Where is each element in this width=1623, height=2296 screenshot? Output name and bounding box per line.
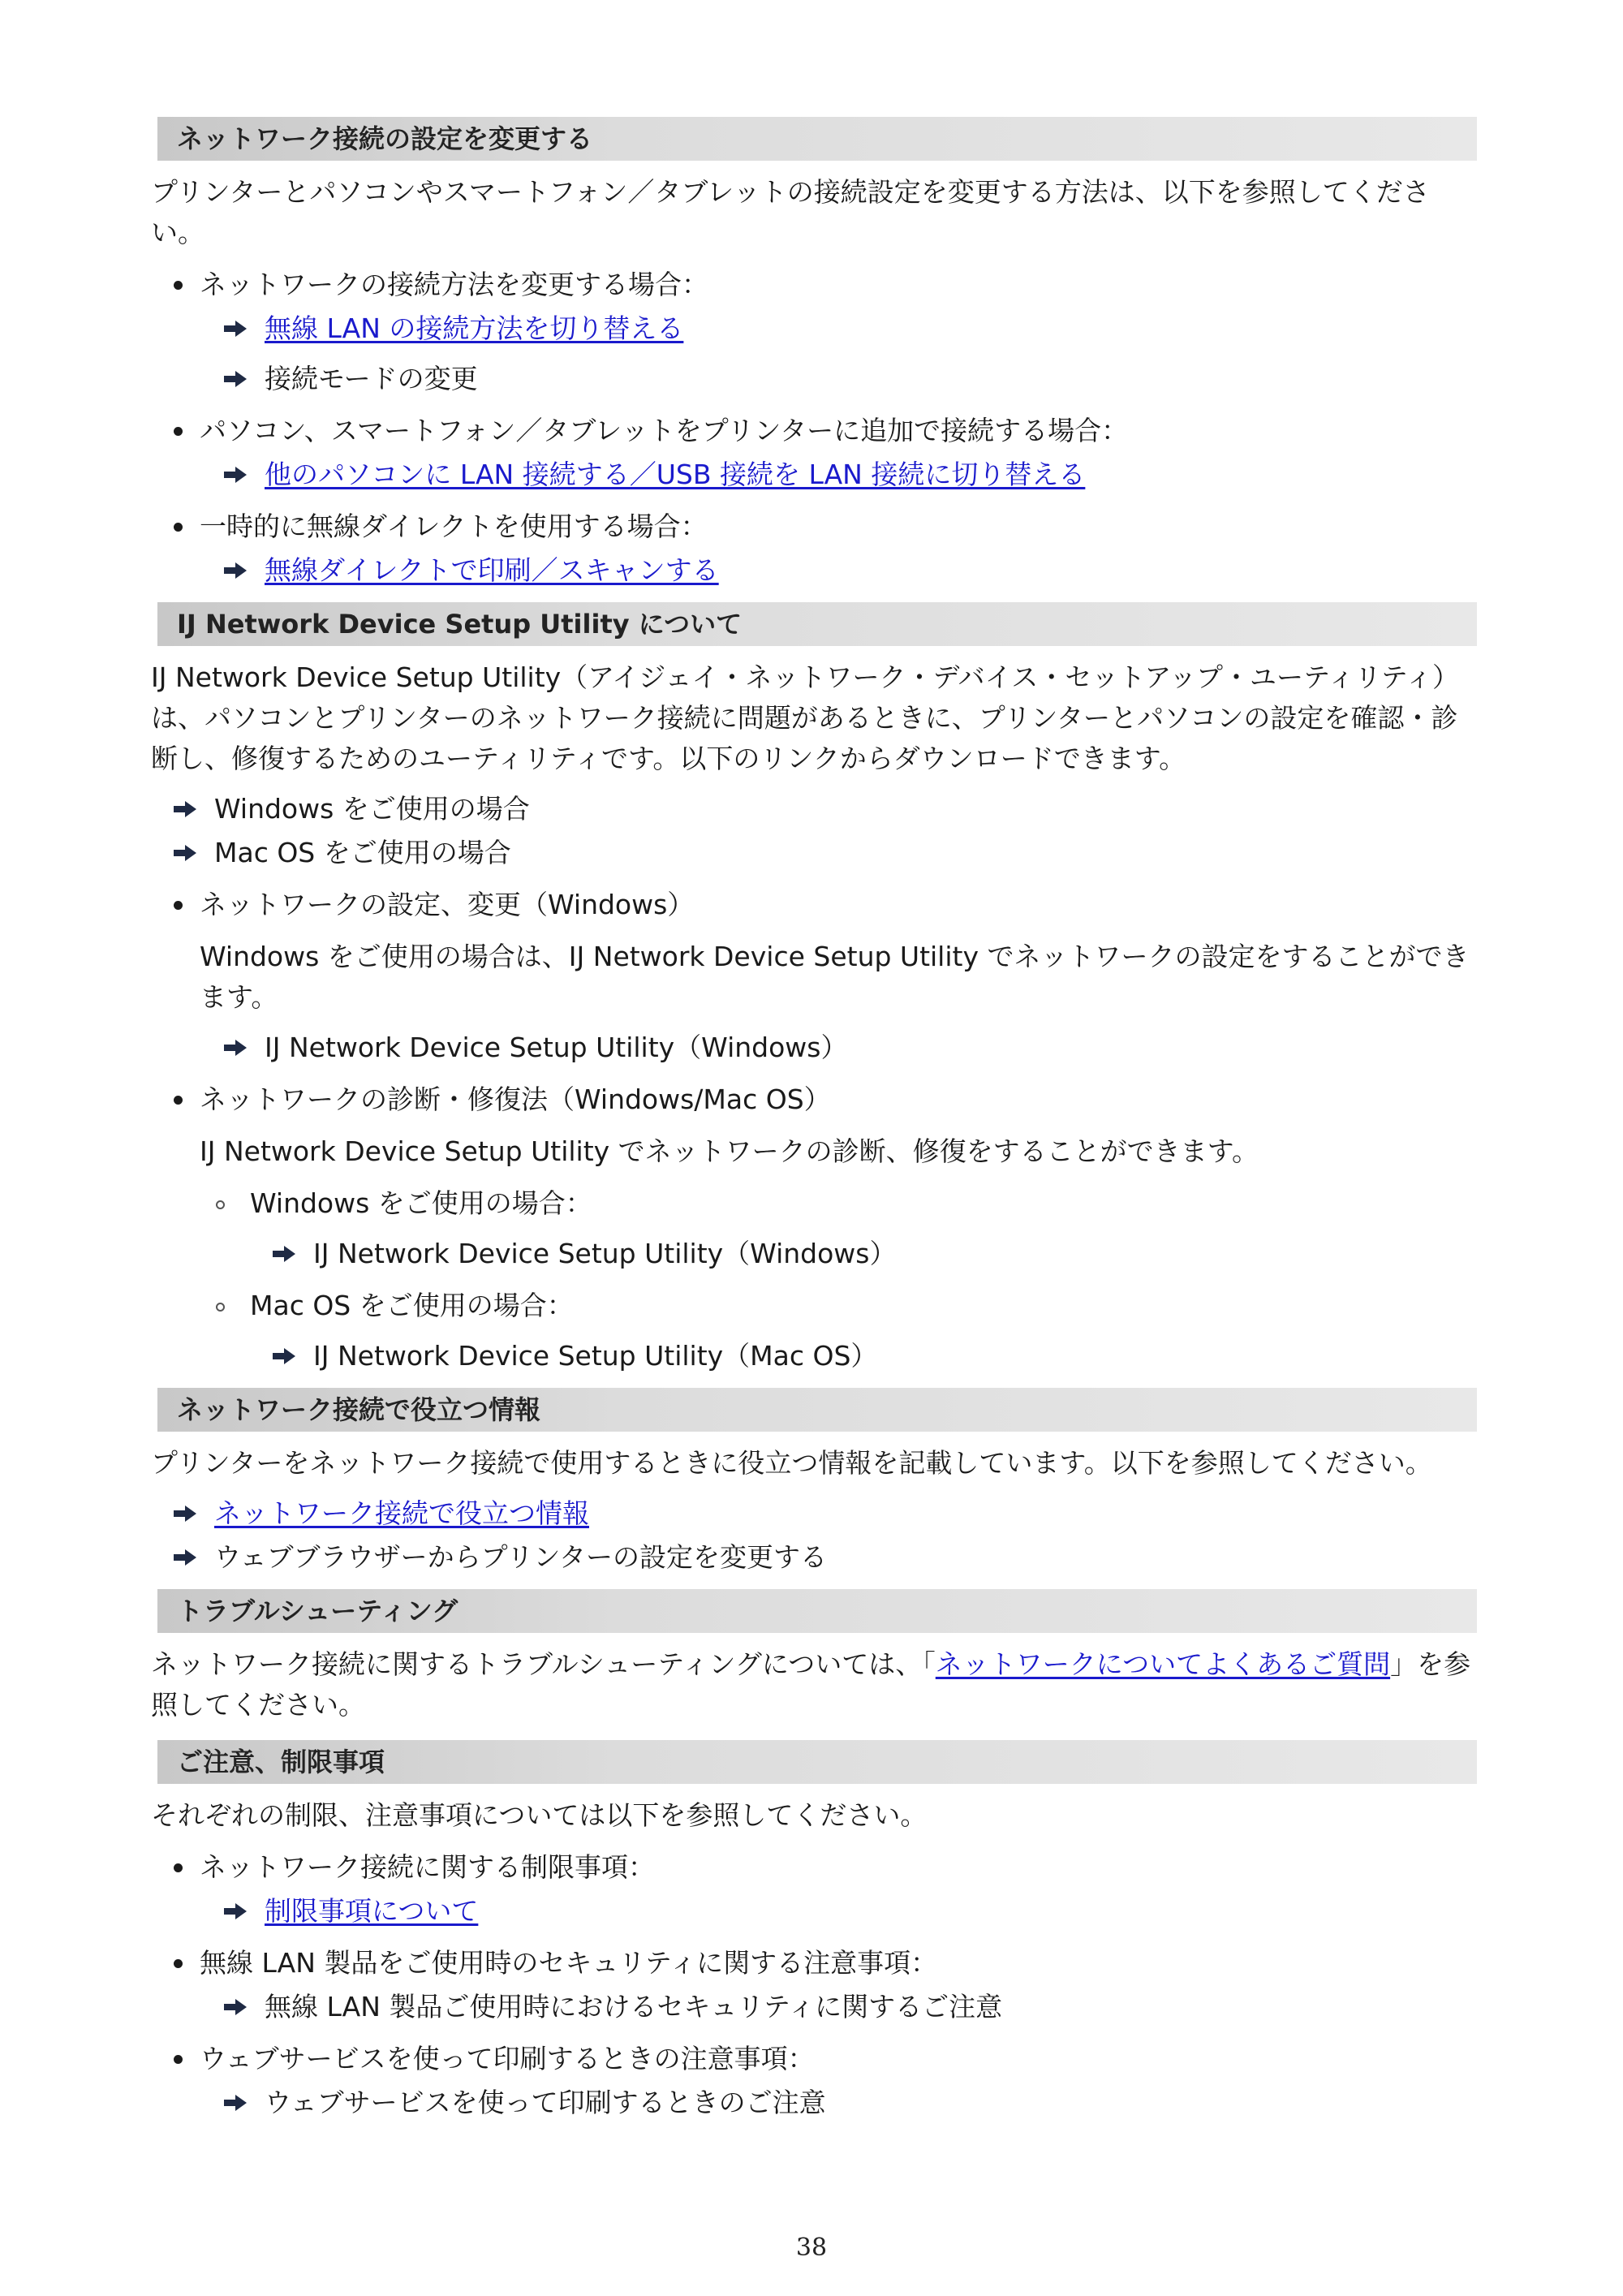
arrow-item — [151, 789, 1477, 829]
text-ij-windows: IJ Network Device Setup Utility（Windows） — [265, 1032, 848, 1063]
section-header-troubleshooting: トラブルシューティング — [157, 1589, 1477, 1633]
arrow-item — [151, 1336, 1477, 1376]
link-switch-wireless-lan[interactable]: 無線 LAN の接続方法を切り替える — [265, 312, 684, 344]
arrow-item[interactable] — [151, 1891, 1477, 1932]
bullet-network-diagnose: ネットワークの診断・修復法（Windows/Mac OS） — [151, 1079, 1477, 1120]
right-arrow-icon — [224, 1997, 247, 2017]
text-connection-mode-change: 接続モードの変更 — [265, 363, 478, 394]
page-number: 38 — [795, 2234, 828, 2262]
text-wireless-security-notice: 無線 LAN 製品ご使用時におけるセキュリティに関するご注意 — [265, 1991, 1003, 2022]
arrow-item — [151, 359, 1477, 399]
right-arrow-icon — [174, 1548, 196, 1567]
notes-intro: それぞれの制限、注意事項については以下を参照してください。 — [151, 1799, 928, 1831]
arrow-item — [151, 1537, 1477, 1578]
bullet-wireless-direct: 一時的に無線ダイレクトを使用する場合： — [151, 506, 1477, 547]
ij-intro: IJ Network Device Setup Utility（アイジェイ・ネットワーク・デバイス・セットアップ・ユーティリティ）は、パソコンとプリンターのネットワーク接続に問題があるときに、プリンターとパソコンの設定を確認・診断し、修復するためのユーティリティです。以下のリンクからダウンロードできます。 — [151, 661, 1460, 774]
arrow-item — [151, 1027, 1477, 1068]
arrow-item[interactable] — [151, 308, 1477, 349]
ij-b1-text: Windows をご使用の場合は、IJ Network Device Setup Utility でネットワークの設定をすることができます。 — [200, 941, 1470, 1013]
right-arrow-icon — [224, 465, 247, 485]
arrow-item — [151, 1234, 1477, 1274]
bullet-network-restrictions: ネットワーク接続に関する制限事項： — [151, 1847, 1477, 1888]
info-intro: プリンターをネットワーク接続で使用するときに役立つ情報を記載しています。以下を参照してください。 — [151, 1447, 1432, 1479]
right-arrow-icon — [273, 1346, 295, 1366]
right-arrow-icon — [224, 1038, 247, 1058]
text-web-service-notice: ウェブサービスを使って印刷するときのご注意 — [265, 2087, 826, 2118]
text-mac-download: Mac OS をご使用の場合 — [214, 837, 511, 868]
right-arrow-icon — [224, 1902, 247, 1921]
sub-bullet-mac: Mac OS をご使用の場合： — [151, 1286, 1477, 1326]
right-arrow-icon — [224, 561, 247, 580]
trouble-text-after: 」を参照してください。 — [151, 1648, 1471, 1721]
arrow-item — [151, 2083, 1477, 2123]
trouble-text — [151, 1644, 1477, 1725]
page-content — [151, 117, 1477, 2123]
section-header-change-settings: ネットワーク接続の設定を変更する — [157, 117, 1477, 161]
sub-bullet-windows: Windows をご使用の場合： — [151, 1183, 1477, 1224]
bullet-network-settings-windows: ネットワークの設定、変更（Windows） — [151, 885, 1477, 925]
right-arrow-icon — [273, 1244, 295, 1264]
ij-b2-text: IJ Network Device Setup Utility でネットワークの診断、修復をすることができます。 — [200, 1135, 1259, 1167]
bullet-web-service: ウェブサービスを使って印刷するときの注意事項： — [151, 2039, 1477, 2079]
bullet-wireless-security: 無線 LAN 製品をご使用時のセキュリティに関する注意事項： — [151, 1943, 1477, 1984]
arrow-item — [151, 1987, 1477, 2027]
change-intro: プリンターとパソコンやスマートフォン／タブレットの接続設定を変更する方法は、以下を参照してください。 — [151, 176, 1430, 248]
arrow-item[interactable] — [151, 454, 1477, 495]
link-useful-info[interactable]: ネットワーク接続で役立つ情報 — [214, 1497, 589, 1529]
text-ij-mac-sub: IJ Network Device Setup Utility（Mac OS） — [313, 1340, 878, 1372]
right-arrow-icon — [224, 319, 247, 338]
arrow-item[interactable] — [151, 550, 1477, 591]
link-lan-connection-other-pc[interactable]: 他のパソコンに LAN 接続する／USB 接続を LAN 接続に切り替える — [265, 459, 1086, 490]
text-web-browser-settings: ウェブブラウザーからプリンターの設定を変更する — [214, 1541, 828, 1573]
arrow-item[interactable] — [151, 1493, 1477, 1534]
right-arrow-icon — [224, 2093, 247, 2113]
link-wireless-direct-print[interactable]: 無線ダイレクトで印刷／スキャンする — [265, 554, 719, 586]
arrow-item — [151, 833, 1477, 873]
right-arrow-icon — [174, 1504, 196, 1523]
link-restrictions[interactable]: 制限事項について — [265, 1895, 479, 1927]
link-network-faq[interactable]: ネットワークについてよくあるご質問 — [935, 1648, 1391, 1680]
bullet-add-connection: パソコン、スマートフォン／タブレットをプリンターに追加で接続する場合： — [151, 411, 1477, 451]
section-header-ij-utility: IJ Network Device Setup Utility について — [157, 602, 1477, 646]
text-windows-download: Windows をご使用の場合 — [214, 793, 530, 825]
right-arrow-icon — [174, 799, 196, 819]
section-header-notes: ご注意、制限事項 — [157, 1740, 1477, 1784]
right-arrow-icon — [174, 843, 196, 863]
right-arrow-icon — [224, 369, 247, 389]
trouble-text-before: ネットワーク接続に関するトラブルシューティングについては、「 — [151, 1648, 936, 1680]
text-ij-windows-sub: IJ Network Device Setup Utility（Windows） — [313, 1238, 897, 1269]
bullet-change-method: ネットワークの接続方法を変更する場合： — [151, 265, 1477, 305]
section-header-useful-info: ネットワーク接続で役立つ情報 — [157, 1388, 1477, 1432]
